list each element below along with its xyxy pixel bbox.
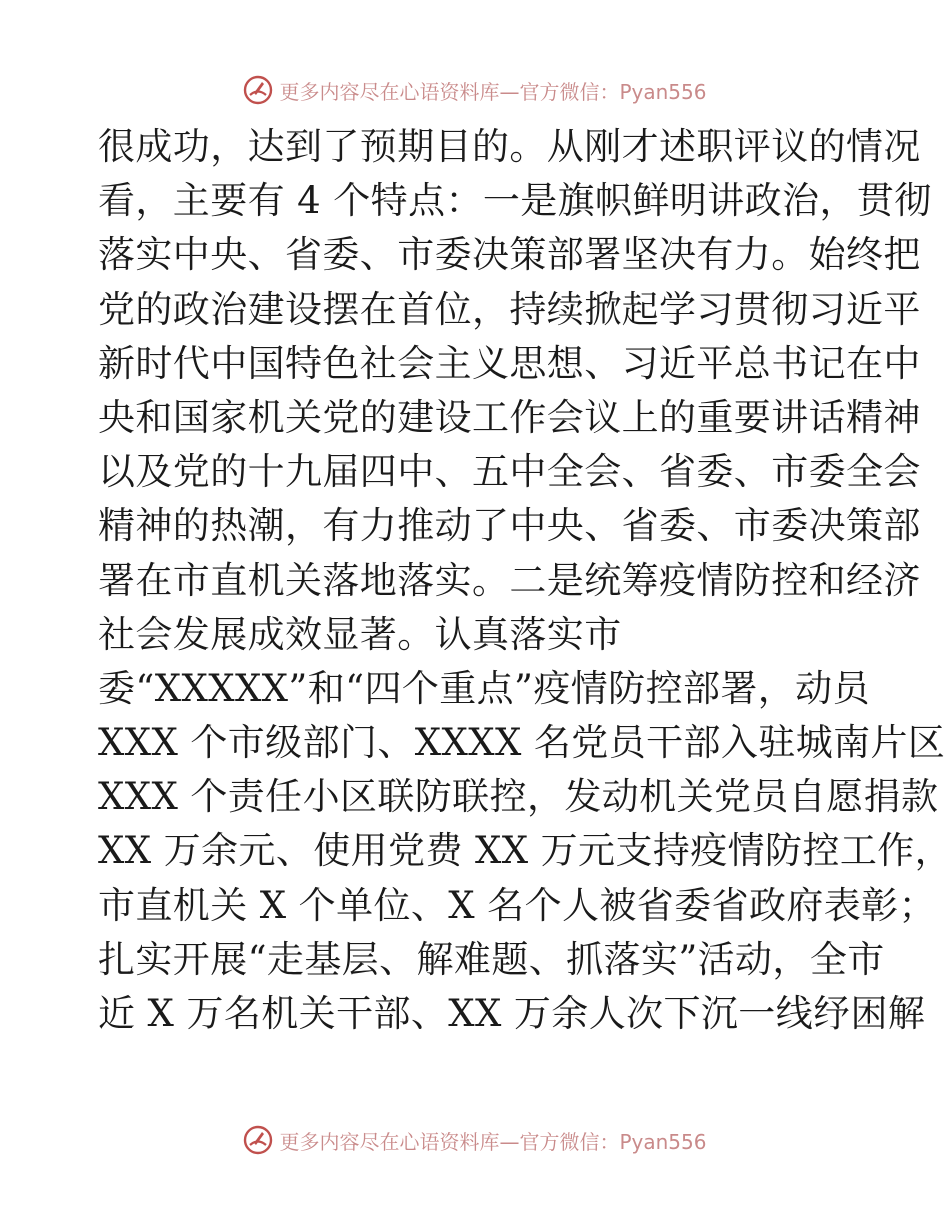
text-line: 扎实开展“走基层、解难题、抓落实”活动，全市 (98, 937, 885, 981)
text-line: XXX 个市级部门、XXXX 名党员干部入驻城南片区 (98, 721, 946, 765)
text-line: 社会发展成效显著。认真落实市 (98, 612, 622, 656)
text-line: 以及党的十九届四中、五中全会、省委、市委全会 (98, 450, 921, 494)
header-watermark (0, 72, 950, 108)
document-body (98, 120, 952, 1041)
text-line: 市直机关 X 个单位、X 名个人被省委省政府表彰； (98, 883, 936, 927)
text-line: XXX 个责任小区联防联控，发动机关党员自愿捐款 (98, 775, 939, 819)
footer-watermark (0, 1122, 950, 1158)
text-line: 很成功，达到了预期目的。从刚才述职评议的情况 (98, 125, 921, 168)
text-line: 近 X 万名机关干部、XX 万余人次下沉一线纾困解 (98, 992, 926, 1035)
text-line: 委“XXXXX”和“四个重点”疫情防控部署，动员 (98, 666, 870, 710)
text-line: XX 万余元、使用党费 XX 万元支持疫情防控工作， (98, 829, 952, 873)
watermark-text: 更多内容尽在心语资料库—官方微信：Pyan556 (279, 1129, 707, 1154)
text-line: 看，主要有 4 个特点：一是旗帜鲜明讲政治，贯彻 (98, 179, 932, 223)
text-line: 落实中央、省委、市委决策部署坚决有力。始终把 (98, 233, 921, 277)
text-line: 新时代中国特色社会主义思想、习近平总书记在中 (98, 341, 921, 385)
text-line: 署在市直机关落地落实。二是统筹疫情防控和经济 (98, 558, 921, 602)
book-pen-logo-icon (243, 1125, 273, 1155)
watermark-text: 更多内容尽在心语资料库—官方微信：Pyan556 (279, 79, 707, 104)
text-line: 央和国家机关党的建设工作会议上的重要讲话精神 (98, 395, 921, 439)
text-line: 精神的热潮，有力推动了中央、省委、市委决策部 (98, 504, 921, 548)
book-pen-logo-icon (243, 75, 273, 105)
text-line: 党的政治建设摆在首位，持续掀起学习贯彻习近平 (98, 287, 921, 331)
